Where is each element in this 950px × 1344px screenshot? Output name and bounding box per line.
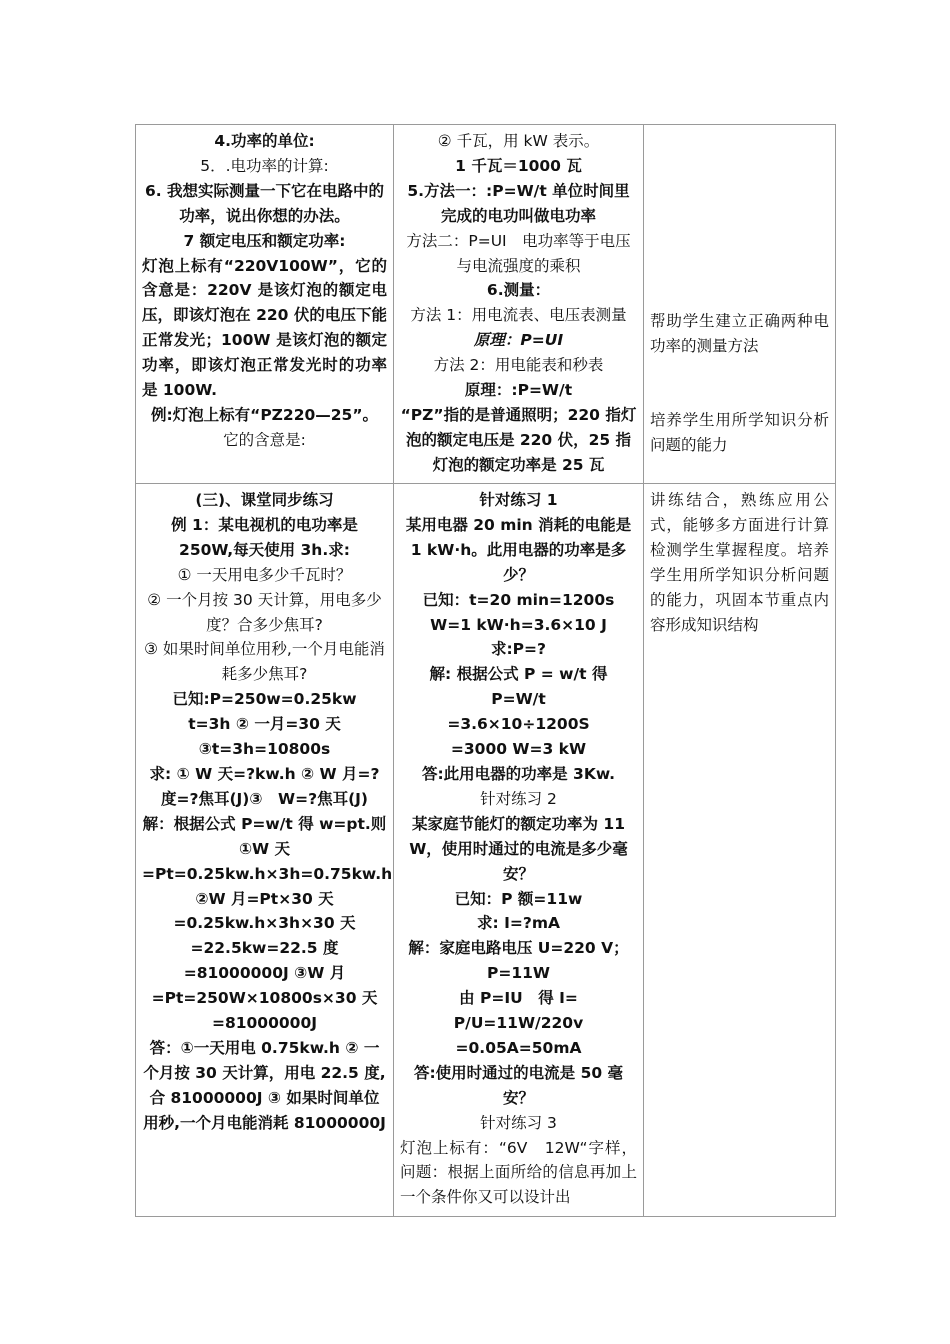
text-line: 灯泡上标有“220V100W”，它的含意是：220V 是该灯泡的额定电压，即该灯泡在 220 伏的电压下能正常发光；100W 是该灯泡的额定功率，即该灯泡正常发光时的功率是 100W.: [142, 256, 387, 400]
spacer: [650, 359, 829, 408]
text-line: ③t=3h=10800s: [198, 740, 331, 759]
text-line: 解: 根据公式 P = w/t 得: [429, 665, 608, 684]
text-line: ②W 月=Pt×30 天=0.25kw.h×3h×30 天=22.5kw=22.5 度=81000000J ③W 月=Pt=250W×10800s×30 天=81000000J: [151, 889, 378, 1033]
spacer: [650, 129, 829, 309]
text-line: 原理：P=UI: [473, 331, 564, 350]
table-cell: [394, 484, 644, 1217]
text-line: 6.测量：: [486, 281, 551, 300]
text-line: 已知:P=250w=0.25kw: [172, 690, 357, 709]
text-line: 培养学生用所学知识分析问题的能力: [650, 410, 829, 454]
text-line: 解：根据公式 P=w/t 得 w=pt.则: [142, 814, 387, 833]
text-line: P/U=11W/220v: [453, 1014, 584, 1033]
text-line: P=11W: [486, 964, 550, 983]
table-cell: [136, 484, 394, 1217]
text-line: 解：家庭电路电压 U=220 V；: [408, 939, 629, 958]
text-line: “PZ”指的是普通照明；220 指灯泡的额定电压是 220 伏，25 指灯泡的额定功率是 25 瓦: [400, 405, 637, 474]
text-line: ① 一天用电多少千瓦时？: [177, 565, 352, 584]
text-line: 灯泡上标有：“6V 12W“字样，问题：根据上面所给的信息再加上一个条件你又可以设计出: [400, 1138, 637, 1207]
text-line: 针对练习 1: [479, 491, 558, 509]
text-line: 5.方法一：:P=W/t 单位时间里完成的电功叫做电功率: [407, 181, 630, 225]
text-line: 方法 2：用电能表和秒表: [433, 356, 604, 375]
text-line: 方法二：P=UI 电功率等于电压与电流强度的乘积: [406, 231, 631, 275]
text-line: 答:使用时通过的电流是 50 毫安？: [413, 1063, 624, 1107]
text-line: ② 一个月按 30 天计算，用电多少度？合多少焦耳?: [147, 590, 382, 634]
text-line: 例:灯泡上标有“PZ220—25”。: [150, 405, 379, 424]
text-line: 已知：t=20 min=1200s: [422, 590, 615, 609]
text-line: 某家庭节能灯的额定功率为 11 W，使用时通过的电流是多少毫安？: [409, 814, 628, 883]
text-line: 它的含意是:: [223, 430, 306, 449]
text-line: 针对练习 2: [480, 789, 557, 808]
text-line: ③ 如果时间单位用秒,一个月电能消耗多少焦耳?: [144, 640, 385, 684]
text-line: 针对练习 3: [480, 1113, 557, 1132]
text-line: 5．.电功率的计算:: [200, 156, 329, 175]
text-line: 某用电器 20 min 消耗的电能是 1 kW·h。此用电器的功率是多少？: [405, 515, 632, 584]
table-cell: [644, 125, 836, 484]
text-line: 求: ① W 天=?kw.h ② W 月=?度=?焦耳(J)③ W=?焦耳(J): [149, 764, 380, 808]
table-cell: [136, 125, 394, 484]
text-line: 已知：P 额=11w: [454, 889, 583, 908]
table-row: [136, 125, 836, 484]
text-line: 6. 我想实际测量一下它在电路中的功率，说出你想的办法。: [144, 181, 385, 225]
table-row: [136, 484, 836, 1217]
lesson-table: [135, 124, 836, 1217]
text-line: 答:此用电器的功率是 3Kw.: [421, 764, 616, 783]
text-line: 4.功率的单位:: [214, 132, 315, 150]
text-line: 例 1：某电视机的电功率是 250W,每天使用 3h.求:: [171, 515, 358, 559]
text-line: 帮助学生建立正确两种电功率的测量方法: [650, 312, 829, 355]
text-line: 原理：:P=W/t: [464, 381, 573, 400]
text-line: =3.6×10÷1200S: [447, 715, 590, 734]
text-line: ①W 天=Pt=0.25kw.h×3h=0.75kw.h: [142, 839, 393, 883]
text-line: 讲练结合，熟练应用公式，能够多方面进行计算检测学生掌握程度。培养学生用所学知识分析问题的能力，巩固本节重点内容形成知识结构: [650, 491, 829, 634]
text-line: (三)、课堂同步练习: [195, 491, 334, 509]
text-line: ② 千瓦，用 kW 表示。: [437, 132, 600, 150]
text-line: P=W/t: [491, 690, 546, 709]
text-line: 答：①一天用电 0.75kw.h ② 一个月按 30 天计算，用电 22.5 度,合 81000000J ③ 如果时间单位用秒,一个月电能消耗 81000000J: [143, 1038, 386, 1132]
text-line: 1 千瓦＝1000 瓦: [455, 156, 582, 175]
text-line: =3000 W=3 kW: [450, 740, 587, 759]
text-line: 方法 1：用电流表、电压表测量: [410, 306, 627, 325]
table-cell: [644, 484, 836, 1217]
text-line: 求:P=?: [490, 640, 547, 659]
text-line: W=1 kW·h=3.6×10 J: [430, 615, 607, 634]
text-line: =0.05A=50mA: [455, 1038, 582, 1057]
text-line: 由 P=IU 得 I=: [459, 989, 578, 1008]
table-cell: [394, 125, 644, 484]
text-line: t=3h ② 一月=30 天: [188, 715, 341, 734]
text-line: 7 额定电压和额定功率:: [183, 231, 346, 250]
text-line: 求: I=?mA: [477, 914, 560, 933]
